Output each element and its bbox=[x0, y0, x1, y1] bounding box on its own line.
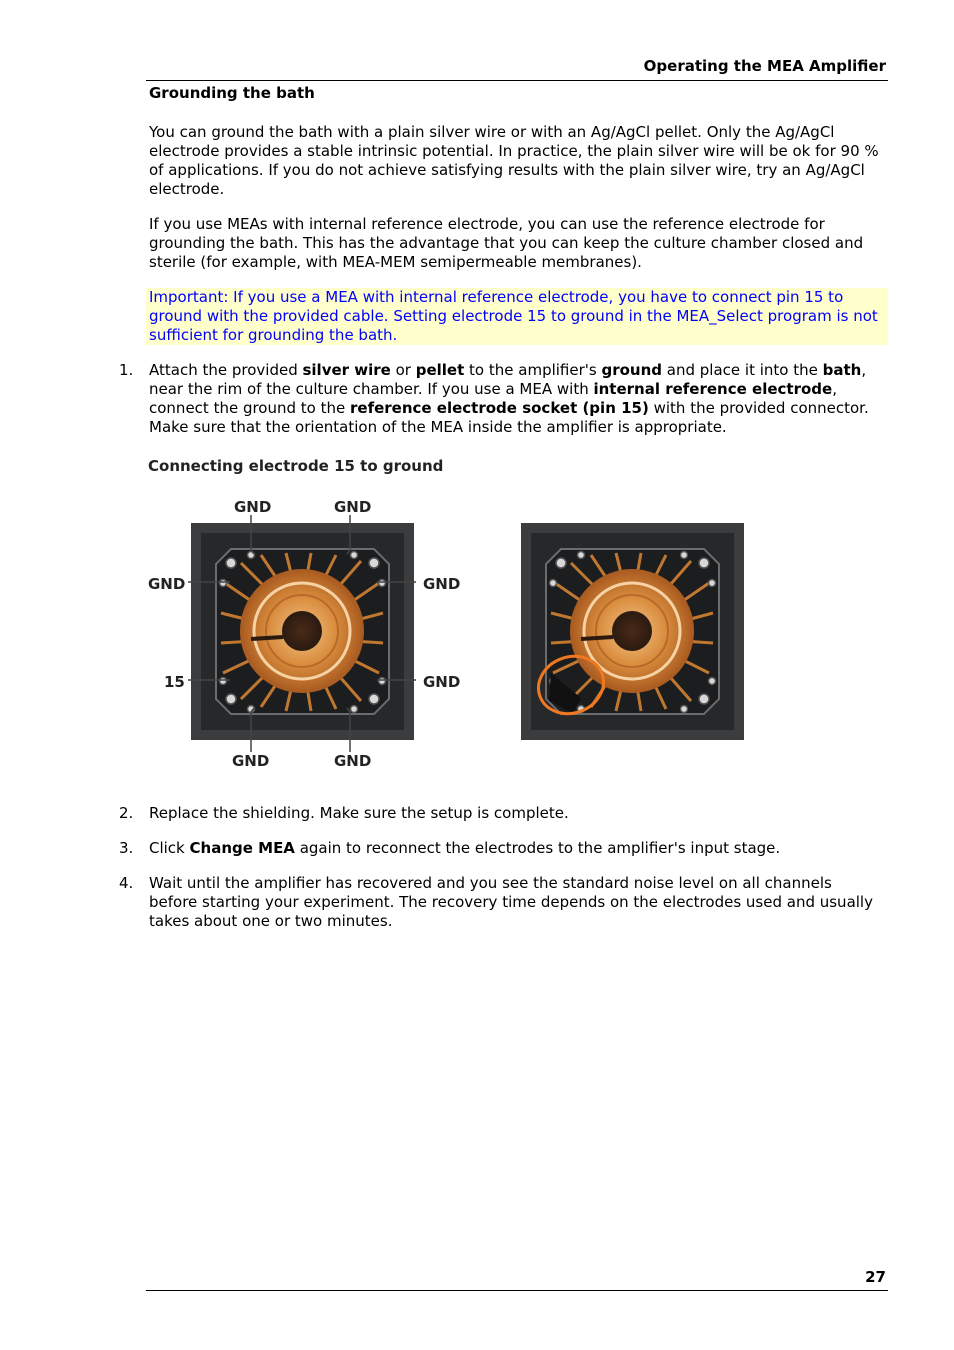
paragraph-internal-reference: If you use MEAs with internal reference electrode, you can use the reference electrode for grounding the bath. This has the advantage that you can keep the culture chamber closed and sterile (for example, with MEA-MEM semipermeable membranes). bbox=[149, 215, 864, 271]
socket-image-connected bbox=[521, 523, 744, 740]
text-run: to the amplifier's bbox=[464, 361, 602, 379]
bold-term: pellet bbox=[415, 361, 465, 379]
step-text bbox=[149, 361, 884, 437]
bold-term: internal reference electrode bbox=[593, 380, 833, 398]
step-number: 1. bbox=[119, 361, 134, 379]
important-note-text: Important: If you use a MEA with internal reference electrode, you have to connect pin 15 to ground with the provided cable. Setting electrode 15 to ground in the MEA_Select program is not sufficient for grounding the bath. bbox=[149, 288, 878, 344]
bold-term: bath bbox=[822, 361, 862, 379]
bold-term: silver wire bbox=[302, 361, 391, 379]
text-run: again to reconnect the electrodes to the amplifier's input stage. bbox=[294, 839, 781, 857]
header-rule bbox=[146, 80, 888, 81]
label-gnd-bottom-left: GND bbox=[232, 752, 270, 770]
step-number: 2. bbox=[119, 804, 134, 822]
label-gnd-bottom-right: GND bbox=[334, 752, 372, 770]
socket-image-labeled bbox=[191, 523, 414, 740]
step-number: 3. bbox=[119, 839, 134, 857]
text-run: , near the rim of the culture chamber. If you use a MEA with bbox=[149, 361, 867, 398]
paragraph-grounding-options: You can ground the bath with a plain silver wire or with an Ag/AgCl pellet. Only the Ag/AgCl electrode provides a stable intrinsic potential. In practice, the plain silver wire will be ok for 90 % of applications. If you do not achieve satisfying results with the plain silver wire, try an Ag/AgCl electrode. bbox=[149, 123, 879, 198]
running-header: Operating the MEA Amplifier bbox=[643, 57, 886, 75]
text-run: Wait until the amplifier has recovered and you see the standard noise level on all channels before starting your experiment. The recovery time depends on the electrodes used and usually takes about one or two minutes. bbox=[149, 874, 873, 930]
text-run: with the provided connector. Make sure that the orientation of the MEA inside the amplifier is appropriate. bbox=[149, 399, 869, 436]
label-gnd-left-upper: GND bbox=[148, 575, 186, 593]
step-text bbox=[149, 839, 884, 858]
page-number: 27 bbox=[865, 1268, 886, 1286]
label-gnd-top-right: GND bbox=[334, 498, 372, 516]
step-text bbox=[149, 804, 884, 823]
figure-caption: Connecting electrode 15 to ground bbox=[148, 457, 444, 475]
text-run: , connect the ground to the bbox=[149, 380, 837, 417]
step-number: 4. bbox=[119, 874, 134, 892]
label-gnd-right-upper: GND bbox=[423, 575, 461, 593]
electrode-figure bbox=[140, 490, 760, 780]
bold-term: ground bbox=[601, 361, 663, 379]
text-run: or bbox=[390, 361, 416, 379]
section-heading: Grounding the bath bbox=[149, 84, 315, 102]
footer-rule bbox=[146, 1290, 888, 1291]
bold-term: Change MEA bbox=[189, 839, 295, 857]
label-gnd-top-left: GND bbox=[234, 498, 272, 516]
label-gnd-right-lower: GND bbox=[423, 673, 461, 691]
text-run: Replace the shielding. Make sure the setup is complete. bbox=[149, 804, 569, 822]
text-run: and place it into the bbox=[662, 361, 823, 379]
text-run: Attach the provided bbox=[149, 361, 303, 379]
bold-term: reference electrode socket (pin 15) bbox=[350, 399, 649, 417]
text-run: Click bbox=[149, 839, 190, 857]
step-text bbox=[149, 874, 884, 931]
label-pin-15: 15 bbox=[164, 673, 185, 691]
